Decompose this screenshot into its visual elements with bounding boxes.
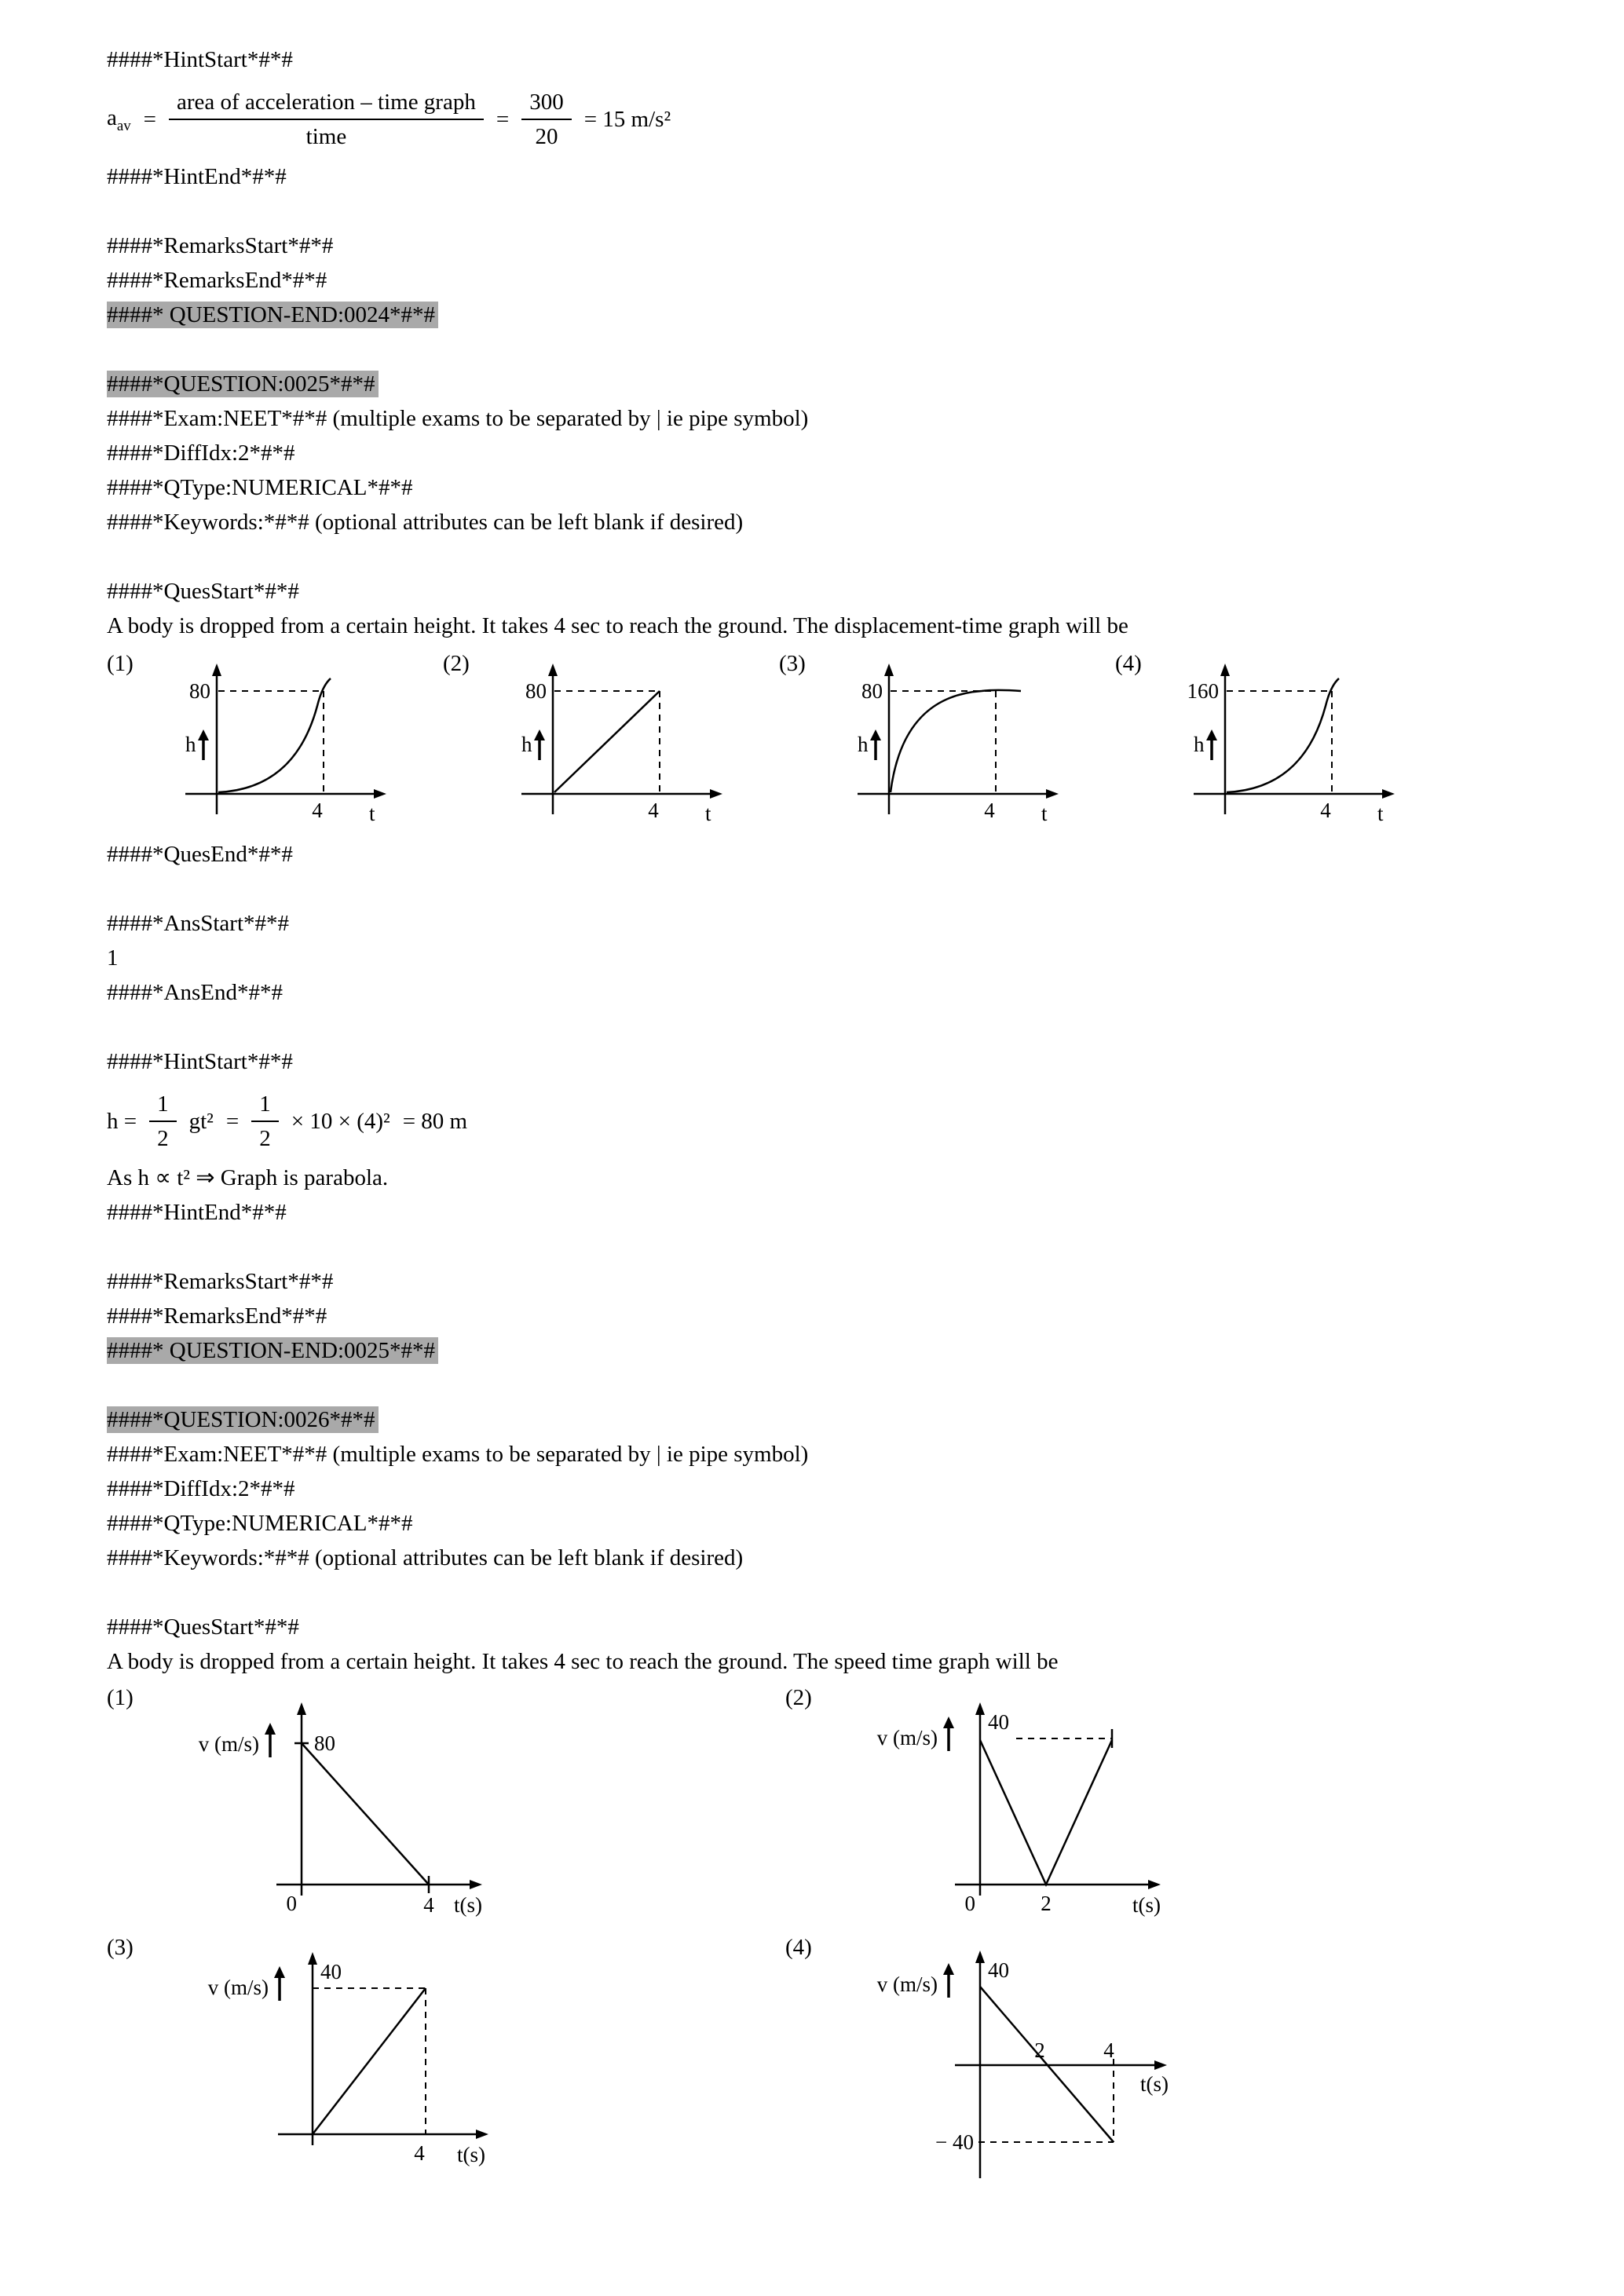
q25-option-4: [1115, 648, 1403, 832]
ymax-label: 80: [861, 678, 883, 703]
q25-graph-4: [1167, 648, 1403, 832]
q26-option-1: [107, 1682, 785, 1918]
q26-option-2: [785, 1682, 1577, 1918]
origin-label: 0: [964, 1892, 975, 1915]
ques-end-tag: ####*QuesEnd*#*#: [107, 841, 293, 867]
remarks-start-tag: ####*RemarksStart*#*#: [107, 232, 334, 258]
ymax-label: 80: [314, 1731, 335, 1755]
fraction-denominator: time: [305, 124, 347, 150]
q25-option-2: [443, 648, 730, 832]
fraction-numerator: 1: [149, 1090, 177, 1122]
y-axis-arrow-icon: [212, 664, 221, 676]
hint-note: As h ∝ t² ⇒ Graph is parabola.: [107, 1165, 389, 1190]
displacement-curve: [1227, 678, 1339, 792]
speed-v-line: [980, 1740, 1112, 1885]
y-axis-label: h: [185, 732, 196, 756]
q25-graph-2: [495, 648, 730, 832]
equals-sign: =: [143, 107, 157, 133]
speed-line: [313, 1988, 426, 2134]
x-axis-label: t(s): [457, 2143, 485, 2166]
speed-line: [302, 1743, 429, 1885]
y-axis-arrow-icon: [975, 1702, 985, 1715]
q25-graph-3: [831, 648, 1066, 832]
y-axis-arrow-icon: [548, 664, 558, 676]
blank-line: [107, 1368, 1577, 1402]
fraction-300-over-20: [521, 88, 572, 152]
ans-start-tag: ####*AnsStart*#*#: [107, 910, 289, 936]
fraction-denominator: 20: [535, 124, 558, 150]
y-axis-label: v (m/s): [207, 1976, 269, 1999]
y-axis-label: v (m/s): [876, 1972, 938, 1996]
formula-result: = 15 m/s²: [583, 107, 671, 133]
q26-graph-4: [837, 1932, 1175, 2199]
keywords-tag: ####*Keywords:*#*# (optional attributes can be left blank if desired): [107, 509, 744, 535]
v-up-arrowhead-icon: [943, 1717, 954, 1728]
ymax-label: 80: [525, 678, 547, 703]
x-axis-label: t: [705, 801, 711, 825]
formula-result: = 80 m: [402, 1108, 468, 1134]
h-up-arrowhead-icon: [534, 729, 545, 740]
displacement-curve: [554, 691, 660, 792]
xmid-label: 2: [1041, 1892, 1052, 1915]
exam-tag: ####*Exam:NEET*#*# (multiple exams to be separated by | ie pipe symbol): [107, 405, 809, 431]
equals-sign: =: [496, 107, 510, 133]
x-axis-arrow-icon: [476, 2130, 488, 2139]
y-axis-arrow-icon: [297, 1702, 306, 1715]
diffidx-tag: ####*DiffIdx:2*#*#: [107, 1476, 295, 1501]
y-axis-label: v (m/s): [198, 1732, 259, 1756]
blank-line: [107, 1230, 1577, 1264]
option-label: (4): [785, 1935, 812, 1960]
exam-tag: ####*Exam:NEET*#*# (multiple exams to be separated by | ie pipe symbol): [107, 1442, 809, 1467]
y-axis-label: h: [1194, 732, 1205, 756]
q26-options-grid: [107, 1682, 1577, 2213]
option-label: (2): [785, 1685, 812, 1710]
y-axis-label: h: [858, 732, 869, 756]
blank-line: [107, 1575, 1577, 1610]
x1-label: 2: [1034, 2038, 1045, 2062]
origin-label: 0: [286, 1892, 297, 1915]
var-sub-av: av: [116, 117, 131, 134]
formula-term-gt2: gt²: [188, 1108, 214, 1134]
question-end-tag-0024: [107, 298, 1577, 332]
highlighted-text: ####* QUESTION-END:0025*#*#: [107, 1337, 438, 1364]
qtype-tag: ####*QType:NUMERICAL*#*#: [107, 1511, 413, 1536]
displacement-curve: [218, 678, 331, 792]
hint-start-tag: ####*HintStart*#*#: [107, 47, 293, 72]
xmax-label: 4: [984, 798, 995, 822]
q26-graph-3: [159, 1932, 496, 2167]
hint-start-tag: ####*HintStart*#*#: [107, 1048, 293, 1074]
xmax-label: 4: [648, 798, 659, 822]
ymax-label: 160: [1187, 678, 1219, 703]
v-up-arrowhead-icon: [943, 1963, 954, 1975]
x-axis-arrow-icon: [1148, 1880, 1161, 1889]
h-up-arrowhead-icon: [870, 729, 881, 740]
x-axis-label: t: [369, 801, 375, 825]
ymin-label: − 40: [935, 2130, 974, 2154]
q26-graph-1: [159, 1682, 496, 1918]
remarks-end-tag: ####*RemarksEnd*#*#: [107, 267, 327, 293]
q25-option-1: [107, 648, 394, 832]
remarks-start-tag: ####*RemarksStart*#*#: [107, 1269, 334, 1294]
q25-graph-1: [159, 648, 394, 832]
answer-value: 1: [107, 945, 119, 971]
x-axis-arrow-icon: [470, 1880, 482, 1889]
hint-end-tag: ####*HintEnd*#*#: [107, 163, 287, 189]
remarks-end-tag: ####*RemarksEnd*#*#: [107, 1303, 327, 1329]
x-axis-arrow-icon: [1046, 789, 1059, 799]
fraction-denominator: 2: [157, 1125, 169, 1151]
question-text-0025: A body is dropped from a certain height. It takes 4 sec to reach the ground. The displacement-time graph will be: [107, 612, 1128, 638]
keywords-tag: ####*Keywords:*#*# (optional attributes can be left blank if desired): [107, 1545, 744, 1570]
highlighted-text: ####* QUESTION-END:0024*#*#: [107, 302, 438, 328]
highlighted-text: ####*QUESTION:0026*#*#: [107, 1406, 379, 1433]
x-axis-label: t: [1041, 801, 1048, 825]
x2-label: 4: [1103, 2038, 1114, 2062]
ans-end-tag: ####*AnsEnd*#*#: [107, 979, 283, 1005]
aav-formula: [107, 88, 1577, 152]
h-formula: [107, 1090, 1577, 1153]
displacement-curve: [891, 689, 1021, 792]
option-label: (3): [107, 1935, 134, 1960]
var-a: a: [107, 105, 117, 131]
ymax-label: 40: [988, 1958, 1009, 1982]
formula-lhs: [107, 104, 131, 135]
ymax-label: 40: [988, 1710, 1009, 1734]
question-text-0026: A body is dropped from a certain height. It takes 4 sec to reach the ground. The speed time graph will be: [107, 1649, 1059, 1674]
xmax-label: 4: [423, 1893, 434, 1917]
blank-line: [107, 194, 1577, 229]
option-label: (4): [1115, 650, 1142, 676]
option-label: (3): [779, 650, 806, 676]
fraction-numerator: 300: [521, 88, 572, 120]
x-axis-arrow-icon: [710, 789, 722, 799]
y-axis-arrow-icon: [975, 1951, 985, 1963]
ymax-label: 40: [320, 1960, 342, 1983]
y-axis-arrow-icon: [308, 1952, 317, 1965]
q25-option-3: [779, 648, 1066, 832]
h-up-arrowhead-icon: [1206, 729, 1217, 740]
formula-lhs: h =: [107, 1108, 137, 1134]
y-axis-label: h: [521, 732, 532, 756]
blank-line: [107, 872, 1577, 906]
diffidx-tag: ####*DiffIdx:2*#*#: [107, 440, 295, 466]
x-axis-label: t(s): [454, 1893, 482, 1917]
formula-term-product: × 10 × (4)²: [291, 1108, 390, 1134]
fraction-denominator: 2: [259, 1125, 271, 1151]
xmax-label: 4: [312, 798, 323, 822]
hint-end-tag: ####*HintEnd*#*#: [107, 1200, 287, 1225]
v-up-arrowhead-icon: [274, 1966, 285, 1978]
question-header-0026: [107, 1402, 1577, 1437]
x-axis-label: t(s): [1132, 1893, 1161, 1917]
ymax-label: 80: [189, 678, 210, 703]
blank-line: [107, 1010, 1577, 1044]
ques-start-tag: ####*QuesStart*#*#: [107, 1614, 299, 1640]
x-axis-label: t(s): [1140, 2072, 1169, 2096]
fraction-numerator: 1: [251, 1090, 279, 1122]
h-up-arrowhead-icon: [198, 729, 209, 740]
xmax-label: 4: [1320, 798, 1331, 822]
option-label: (2): [443, 650, 470, 676]
fraction-numerator: area of acceleration – time graph: [169, 88, 484, 120]
qtype-tag: ####*QType:NUMERICAL*#*#: [107, 474, 413, 500]
equals-sign: =: [225, 1108, 240, 1134]
q26-option-4: [785, 1932, 1577, 2199]
fraction-one-half: [251, 1090, 279, 1153]
x-axis-arrow-icon: [1154, 2060, 1167, 2070]
highlighted-text: ####*QUESTION:0025*#*#: [107, 371, 379, 397]
q25-options-row: [107, 648, 1577, 832]
xmax-label: 4: [414, 2141, 425, 2165]
blank-line: [107, 539, 1577, 574]
x-axis-arrow-icon: [1382, 789, 1395, 799]
y-axis-label: v (m/s): [876, 1726, 938, 1749]
option-label: (1): [107, 650, 134, 676]
fraction-area-over-time: [169, 88, 484, 152]
y-axis-arrow-icon: [884, 664, 894, 676]
blank-line: [107, 332, 1577, 367]
question-end-tag-0025: [107, 1333, 1577, 1368]
question-header-0025: [107, 367, 1577, 401]
option-label: (1): [107, 1685, 134, 1710]
fraction-one-half: [149, 1090, 177, 1153]
q26-graph-2: [837, 1682, 1175, 1918]
x-axis-arrow-icon: [374, 789, 386, 799]
x-axis-label: t: [1377, 801, 1384, 825]
y-axis-arrow-icon: [1220, 664, 1230, 676]
ques-start-tag: ####*QuesStart*#*#: [107, 578, 299, 604]
v-up-arrowhead-icon: [265, 1723, 276, 1735]
q26-option-3: [107, 1932, 785, 2199]
